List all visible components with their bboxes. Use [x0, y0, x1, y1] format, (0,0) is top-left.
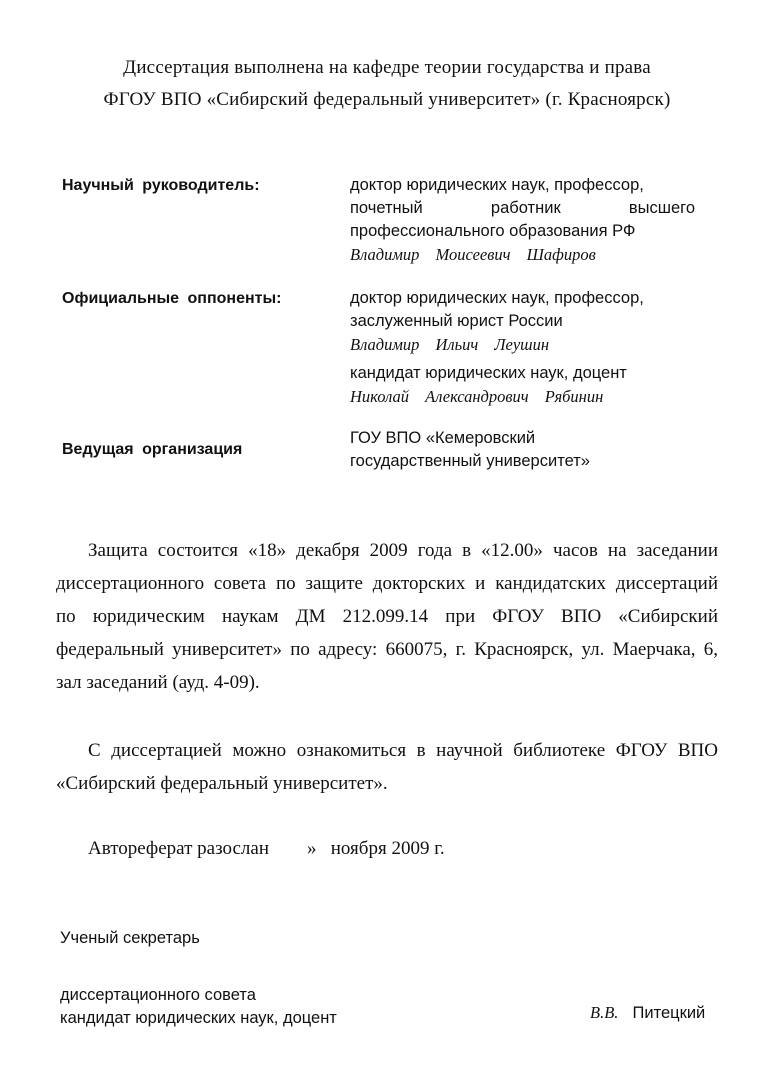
leading-org-details: [350, 427, 695, 473]
defense-line: диссертационного совета по защите докторских и кандидатских диссертаций: [56, 573, 718, 594]
opponent-2-details: [350, 362, 695, 408]
supervisor-title-cont: профессионального образования РФ: [350, 222, 636, 240]
library-line: «Сибирский федеральный университет».: [56, 773, 388, 794]
supervisor-degree: доктор юридических наук, профессор,: [350, 176, 644, 194]
secretary-surname: Питецкий: [632, 1004, 706, 1022]
defense-line: федеральный университет» по адресу: 660075, г. Красноярск, ул. Маерчака, 6,: [56, 639, 718, 660]
leading-org-name: ГОУ ВПО «Кемеровский: [350, 429, 536, 447]
secretary-initials: В.В.: [590, 1003, 619, 1022]
opponent-1-name: Владимир Ильич Леушин: [350, 335, 550, 354]
defense-line: Защита состоится «18» декабря 2009 года в «12.00» часов на заседании: [88, 540, 718, 561]
supervisor-details: [350, 174, 695, 266]
opponents-label: Официальные оппоненты:: [62, 290, 282, 307]
leading-org-name-cont: государственный университет»: [350, 452, 590, 470]
secretary-degree-line: кандидат юридических наук, доцент: [60, 1009, 337, 1027]
leading-org-label: Ведущая организация: [62, 441, 243, 458]
library-paragraph: [56, 734, 718, 800]
document-header: [0, 52, 774, 116]
header-university-line: ФГОУ ВПО «Сибирский федеральный университет» (г. Красноярск): [103, 89, 671, 110]
defense-line: по юридическим наукам ДМ 212.099.14 при ФГОУ ВПО «Сибирский: [56, 606, 718, 627]
defense-paragraph: [56, 534, 718, 699]
opponent-1-title: заслуженный юрист России: [350, 312, 563, 330]
opponent-1-degree: доктор юридических наук, профессор,: [350, 289, 644, 307]
secretary-title: Ученый секретарь: [60, 929, 200, 947]
supervisor-title: почетный работник высшего: [350, 199, 695, 217]
opponent-2-degree: кандидат юридических наук, доцент: [350, 364, 627, 382]
secretary-council-line: диссертационного совета: [60, 986, 256, 1004]
opponent-2-name: Николай Александрович Рябинин: [350, 387, 604, 406]
library-line: С диссертацией можно ознакомиться в научной библиотеке ФГОУ ВПО: [88, 740, 718, 761]
secretary-council: [60, 984, 337, 1030]
supervisor-label: Научный руководитель:: [62, 177, 260, 194]
opponent-1-details: [350, 287, 695, 356]
defense-line: зал заседаний (ауд. 4-09).: [56, 672, 260, 693]
supervisor-name: Владимир Моисеевич Шафиров: [350, 245, 596, 264]
abstract-mailed-line: Автореферат разослан » ноября 2009 г.: [88, 838, 445, 859]
header-department-line: Диссертация выполнена на кафедре теории государства и права: [123, 57, 651, 78]
secretary-signature: [590, 1003, 705, 1023]
